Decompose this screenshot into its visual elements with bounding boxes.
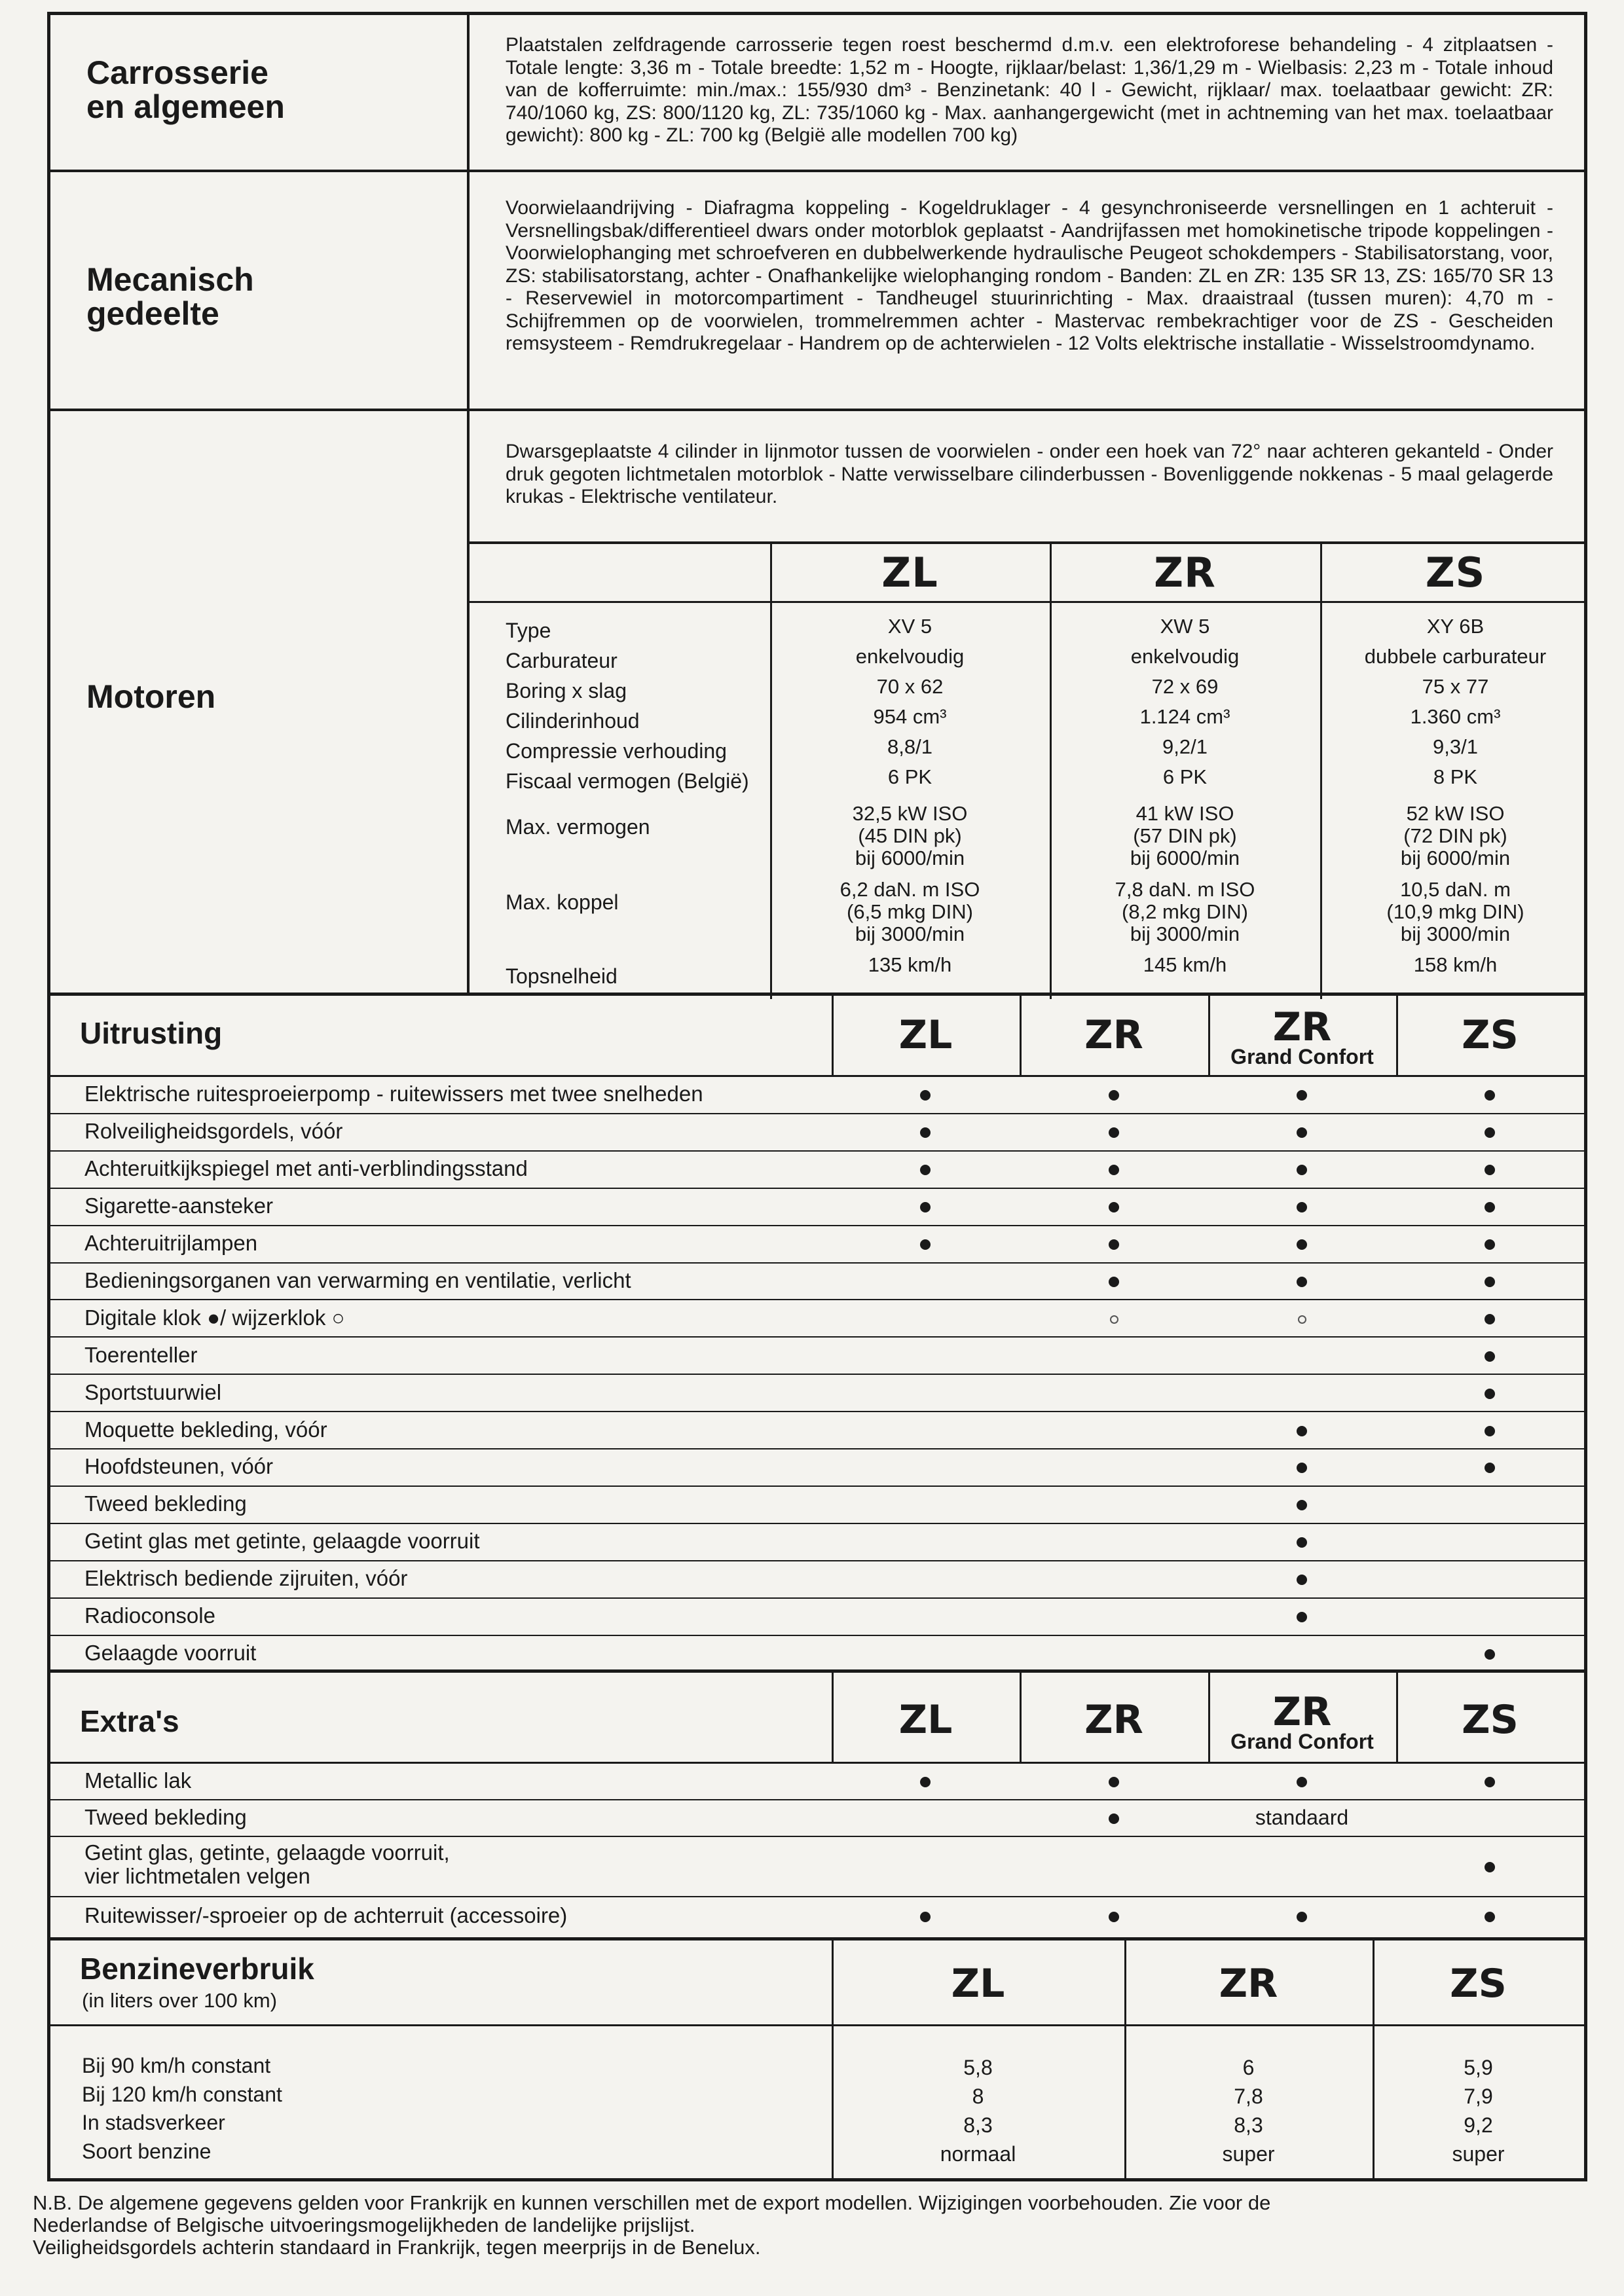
value-line: bij 3000/min (855, 922, 965, 945)
value-line: 9,2/1 (1162, 735, 1208, 758)
row-line (50, 1448, 1584, 1449)
label-line: Achteruitkijkspiegel met anti-verblindingsstand (84, 1156, 528, 1181)
value-line: bij 6000/min (1400, 847, 1511, 869)
model-name: ZR (1272, 1004, 1332, 1050)
section-subtitle: (in liters over 100 km) (82, 1989, 278, 2012)
fuel-values (1124, 2053, 1373, 2168)
motor-spec-value (1320, 954, 1591, 976)
motor-spec-value (1320, 615, 1591, 638)
row-line (50, 1597, 1584, 1599)
motor-spec-label: Boring x slag (506, 679, 627, 702)
model-name: ZR (1084, 1697, 1143, 1743)
row-line (50, 1560, 1584, 1561)
filled-dot-icon (920, 1165, 931, 1175)
model-header-zl: ZL (951, 1961, 1005, 2007)
fuel-label: In stadsverkeer (82, 2111, 225, 2134)
table-row-label (84, 1806, 247, 1829)
filled-dot-icon (1297, 1239, 1307, 1250)
footnote-line: Veiligheidsgordels achterin standaard in Frankrijk, tegen meerprijs in de Benelux. (33, 2236, 761, 2259)
extras-table (47, 1673, 1587, 1941)
model-name: ZL (898, 1697, 953, 1743)
filled-dot-icon (1485, 1090, 1495, 1101)
model-name: ZS (1462, 1697, 1519, 1743)
label-line: Ruitewisser/-sproeier op de achterruit (accessoire) (84, 1903, 568, 1927)
table-row-label (84, 1418, 327, 1442)
row-line (50, 1411, 1584, 1412)
model-name: ZR (1272, 1689, 1332, 1735)
row-line (50, 1225, 1584, 1226)
model-header (1396, 1697, 1584, 1743)
value-line: 70 x 62 (876, 675, 944, 698)
filled-dot-icon (920, 1202, 931, 1212)
motor-spec-label: Cilinderinhoud (506, 709, 640, 733)
row-line (50, 1896, 1584, 1897)
filled-dot-icon (1109, 1127, 1119, 1138)
motor-spec-value (1050, 954, 1320, 976)
motor-spec-value (770, 706, 1050, 728)
table-row-label (84, 1231, 257, 1255)
motor-spec-label: Type (506, 619, 551, 642)
fuel-value: 7,8 (1234, 2085, 1263, 2108)
model-header (1208, 1689, 1396, 1753)
footnote-line: Nederlandse of Belgische uitvoeringsmogelijkheden de landelijke prijslijst. (33, 2214, 695, 2236)
table-row-label (84, 1343, 197, 1367)
spec-frame (47, 12, 1587, 996)
filled-dot-icon (1109, 1813, 1119, 1824)
filled-dot-icon (1297, 1500, 1307, 1510)
row-line (50, 1635, 1584, 1636)
motor-spec-value (1050, 676, 1320, 698)
label-line: Hoofdsteunen, vóór (84, 1454, 274, 1479)
section-title (86, 263, 254, 331)
motor-spec-value (770, 676, 1050, 698)
hollow-dot-icon (1298, 1315, 1306, 1324)
value-line: 135 km/h (868, 953, 952, 976)
section-text: Voorwielaandrijving - Diafragma koppeling - Kogeldruklager - 4 gesynchroniseerde versnellingen en 1 achteruit - Versnellingsbak/differentieel dwars onder motorblok geplaatst - Aandrijfassen met homokinetische tripode koppelingen - Voorwielophanging met schroefveren en dubbelwerkende hydraulische Peugeot schokdempers - Stabilisatorstang, voor, ZS: stabilisatorstang, achter - Onafhankelijke wielophanging rondom - Banden: ZL en ZR: 135 SR 13, ZS: 165/70 SR 13 - Reservewiel in motorcompartiment - Tandheugel stuurinrichting - Max. draaistraal (tussen muren): 4,70 m - Schijfremmen op de voorwielen, trommelremmen achter - Mastervac rembekrachtiger voor de ZS - Gescheiden remsysteem - Remdrukregelaar - Handrem op de achterwielen - 12 Volts elektrische installatie - Wisselstroomdynamo. (506, 197, 1553, 354)
motor-spec-label: Topsnelheid (506, 964, 618, 988)
fuel-label: Soort benzine (82, 2139, 212, 2163)
motor-spec-label: Carburateur (506, 649, 618, 672)
fuel-values (832, 2053, 1124, 2168)
filled-dot-icon (920, 1912, 931, 1922)
motor-spec-value (1320, 803, 1591, 869)
motor-spec-value (1050, 879, 1320, 945)
value-line: (57 DIN pk) (1133, 824, 1237, 847)
section-title: Uitrusting (80, 1016, 223, 1050)
filled-dot-icon (1485, 1127, 1495, 1138)
filled-dot-icon (1485, 1912, 1495, 1922)
model-header (832, 1012, 1020, 1058)
title-line: Carrosserie (86, 54, 268, 91)
row-line (50, 1485, 1584, 1487)
filled-dot-icon (1297, 1127, 1307, 1138)
header-line (50, 1075, 1584, 1077)
filled-dot-icon (1109, 1277, 1119, 1287)
row-line (50, 1113, 1584, 1114)
motor-spec-label: Max. koppel (506, 890, 619, 914)
table-row-label (84, 1120, 342, 1143)
label-line: Toerenteller (84, 1342, 198, 1367)
label-line: Rolveiligheidsgordels, vóór (84, 1119, 343, 1144)
row-line (50, 1374, 1584, 1375)
filled-dot-icon (920, 1090, 931, 1101)
value-line: 145 km/h (1143, 953, 1227, 976)
value-line: dubbele carburateur (1364, 645, 1547, 668)
value-line: 6 PK (1162, 765, 1208, 788)
value-line: 9,3/1 (1433, 735, 1478, 758)
label-line: Radioconsole (84, 1603, 215, 1628)
value-line: bij 6000/min (1130, 847, 1240, 869)
motor-spec-value (1050, 766, 1320, 788)
model-header (1020, 1697, 1208, 1743)
row-line (50, 1336, 1584, 1338)
value-line: bij 3000/min (1400, 922, 1511, 945)
filled-dot-icon (1297, 1463, 1307, 1473)
value-line: enkelvoudig (855, 645, 965, 668)
section-title (86, 56, 285, 124)
filled-dot-icon (1485, 1862, 1495, 1872)
title-line: gedeelte (86, 295, 219, 332)
motor-spec-value (770, 803, 1050, 869)
row-line (50, 1299, 1584, 1300)
row-line (50, 1523, 1584, 1524)
model-name: ZR (1084, 1012, 1143, 1058)
model-header-zs: ZS (1450, 1961, 1507, 2007)
filled-dot-icon (1485, 1239, 1495, 1250)
footnote (33, 2192, 1591, 2259)
model-header-zl: ZL (881, 549, 938, 596)
filled-dot-icon (920, 1777, 931, 1787)
table-row-label (84, 1455, 273, 1478)
value-line: 6 PK (887, 765, 932, 788)
value-line: 72 x 69 (1151, 675, 1219, 698)
title-line: Mecanisch (86, 261, 254, 298)
filled-dot-icon (1297, 1537, 1307, 1548)
label-line: Sportstuurwiel (84, 1379, 222, 1404)
value-line: (45 DIN pk) (858, 824, 962, 847)
label-line: Bedieningsorganen van verwarming en ventilatie, verlicht (84, 1267, 631, 1292)
section-title: Extra's (80, 1704, 179, 1738)
filled-dot-icon (1109, 1777, 1119, 1787)
row-line (50, 1188, 1584, 1189)
motor-spec-value (1320, 736, 1591, 758)
motor-spec-value (770, 615, 1050, 638)
value-line: 32,5 kW ISO (852, 802, 968, 825)
motor-table-top (467, 541, 1584, 544)
title-line: en algemeen (86, 88, 285, 125)
label-line: Getint glas, getinte, gelaagde voorruit, (84, 1840, 450, 1865)
label-line: Moquette bekleding, vóór (84, 1417, 327, 1442)
value-line: (6,5 mkg DIN) (847, 900, 973, 923)
value-line: 75 x 77 (1422, 675, 1489, 698)
fuel-value: normaal (940, 2142, 1016, 2166)
label-line: Digitale klok ●/ wijzerklok ○ (84, 1305, 345, 1330)
motor-spec-value (1320, 646, 1591, 668)
value-line: 41 kW ISO (1135, 802, 1234, 825)
fuel-value: 8,3 (1234, 2113, 1263, 2137)
filled-dot-icon (1109, 1165, 1119, 1175)
model-name: ZL (898, 1012, 953, 1058)
label-line: Tweed bekleding (84, 1805, 247, 1829)
motor-spec-label: Fiscaal vermogen (België) (506, 769, 749, 793)
value-line: (10,9 mkg DIN) (1386, 900, 1524, 923)
footnote-line: N.B. De algemene gegevens gelden voor Frankrijk en kunnen verschillen met de export modellen. Wijzigingen voorbehouden. Zie voor de (33, 2191, 1271, 2214)
value-line: 52 kW ISO (1406, 802, 1505, 825)
motor-spec-value (1320, 676, 1591, 698)
motor-spec-value (1320, 879, 1591, 945)
motor-spec-value (770, 736, 1050, 758)
table-row-label (84, 1904, 567, 1927)
fuel-labels (82, 2052, 282, 2166)
row-line (50, 1150, 1584, 1152)
motor-spec-value (1320, 706, 1591, 728)
model-header (1020, 1012, 1208, 1058)
model-subname: Grand Confort (1230, 1045, 1374, 1068)
table-row-label (84, 1381, 221, 1404)
fuel-value: super (1222, 2142, 1275, 2166)
value-line: bij 6000/min (855, 847, 965, 869)
table-row-label (84, 1157, 528, 1180)
section-text: Dwarsgeplaatste 4 cilinder in lijnmotor tussen de voorwielen - onder een hoek van 72° naar achteren gekanteld - Onder druk gegoten lichtmetalen motorblok - Natte verwisselbare cilinderbussen - Bovenliggende nokkenas - 5 maal gelagerde krukas - Elektrische ventilateur. (506, 441, 1553, 507)
filled-dot-icon (1297, 1090, 1307, 1101)
row-line (50, 1836, 1584, 1837)
filled-dot-icon (1297, 1426, 1307, 1436)
model-header-zs: ZS (1425, 549, 1486, 596)
fuel-value: 8,3 (963, 2113, 993, 2137)
section-carrosserie (50, 15, 1584, 172)
filled-dot-icon (1109, 1090, 1119, 1101)
value-line: XV 5 (887, 615, 932, 638)
value-line: 8 PK (1433, 765, 1478, 788)
filled-dot-icon (1485, 1463, 1495, 1473)
motor-spec-label: Max. vermogen (506, 815, 650, 839)
table-row-label (84, 1269, 631, 1292)
motor-spec-value (770, 766, 1050, 788)
filled-dot-icon (1109, 1202, 1119, 1212)
model-header-zr: ZR (1154, 549, 1216, 596)
filled-dot-icon (1485, 1777, 1495, 1787)
filled-dot-icon (1109, 1239, 1119, 1250)
filled-dot-icon (1485, 1426, 1495, 1436)
fuel-value: super (1452, 2142, 1505, 2166)
label-line: Metallic lak (84, 1768, 192, 1793)
filled-dot-icon (1485, 1277, 1495, 1287)
header-line (50, 1762, 1584, 1764)
value-line: 10,5 daN. m (1400, 878, 1511, 901)
filled-dot-icon (1485, 1351, 1495, 1362)
section-text: Plaatstalen zelfdragende carrosserie tegen roest beschermd d.m.v. een elektroforese behandeling - 4 zitplaatsen - Totale lengte: 3,36 m - Totale breedte: 1,52 m - Hoogte, rijklaar/belast: 1,36/1,29 m - Wielbasis: 2,23 m - Totale inhoud van de kofferruimte: min./max.: 155/930 dm³ - Benzinetank: 40 l - Gewicht, rijklaar/ max. toelaatbaar gewicht: ZR: 740/1060 kg, ZS: 800/1120 kg, ZL: 735/1060 kg - Max. aanhangergewicht (met in achtneming van het max. toelaatbaar gewicht): 800 kg - ZL: 700 kg (België alle modellen 700 kg) (506, 34, 1553, 146)
label-line: Elektrische ruitesproeierpomp - ruitewissers met twee snelheden (84, 1082, 703, 1106)
fuel-values (1373, 2053, 1584, 2168)
table-row-label (84, 1604, 215, 1628)
filled-dot-icon (1485, 1389, 1495, 1399)
motor-table-head-line (467, 601, 1584, 603)
fuel-label: Bij 120 km/h constant (82, 2082, 282, 2106)
filled-dot-icon (1485, 1314, 1495, 1324)
fuel-value: 6 (1242, 2056, 1255, 2079)
motor-spec-value (1050, 646, 1320, 668)
value-line: 954 cm³ (873, 705, 947, 728)
value-line: 1.360 cm³ (1410, 705, 1501, 728)
filled-dot-icon (1297, 1277, 1307, 1287)
value-line: XW 5 (1160, 615, 1210, 638)
value-line: enkelvoudig (1130, 645, 1240, 668)
filled-dot-icon (1297, 1202, 1307, 1212)
table-row-label (84, 1567, 407, 1590)
motor-spec-label: Compressie verhouding (506, 739, 727, 763)
filled-dot-icon (1297, 1912, 1307, 1922)
fuel-value: 5,9 (1464, 2056, 1493, 2079)
table-row-label (84, 1306, 344, 1330)
motor-spec-value (770, 879, 1050, 945)
filled-dot-icon (1485, 1165, 1495, 1175)
motor-spec-value (1050, 803, 1320, 869)
motor-spec-value (770, 646, 1050, 668)
value-line: bij 3000/min (1130, 922, 1240, 945)
fuel-value: 9,2 (1464, 2113, 1493, 2137)
uitrusting-table (47, 996, 1587, 1673)
table-row-label (84, 1529, 480, 1553)
filled-dot-icon (1297, 1777, 1307, 1787)
model-header (832, 1697, 1020, 1743)
label-line: Sigarette-aansteker (84, 1194, 273, 1218)
value-line: 1.124 cm³ (1139, 705, 1230, 728)
label-line: Achteruitrijlampen (84, 1231, 258, 1256)
table-row-label (84, 1492, 247, 1516)
table-cell-text: standaard (1255, 1806, 1349, 1829)
row-line (50, 1799, 1584, 1800)
table-row-label (84, 1769, 191, 1793)
filled-dot-icon (1297, 1575, 1307, 1585)
filled-dot-icon (920, 1239, 931, 1250)
model-header (1208, 1004, 1396, 1068)
filled-dot-icon (1109, 1912, 1119, 1922)
benzine-table (47, 1941, 1587, 2181)
table-row-label (84, 1194, 273, 1218)
fuel-value: 8 (972, 2085, 984, 2108)
label-line: vier lichtmetalen velgen (84, 1864, 310, 1888)
label-line: Tweed bekleding (84, 1491, 247, 1516)
motor-spec-value (1320, 766, 1591, 788)
fuel-value: 5,8 (963, 2056, 993, 2079)
value-line: 158 km/h (1413, 953, 1498, 976)
filled-dot-icon (1297, 1165, 1307, 1175)
motor-spec-value (1050, 706, 1320, 728)
model-name: ZS (1462, 1012, 1519, 1058)
motor-spec-value (1050, 736, 1320, 758)
filled-dot-icon (1297, 1612, 1307, 1622)
filled-dot-icon (1485, 1202, 1495, 1212)
value-line: 7,8 daN. m ISO (1115, 878, 1255, 901)
fuel-value: 7,9 (1464, 2085, 1493, 2108)
label-line: Gelaagde voorruit (84, 1640, 257, 1665)
value-line: 8,8/1 (887, 735, 932, 758)
label-line: Getint glas met getinte, gelaagde voorruit (84, 1529, 480, 1554)
header-line (50, 2024, 1584, 2026)
value-line: 6,2 daN. m ISO (840, 878, 980, 901)
section-title: Benzineverbruik (80, 1952, 314, 1986)
filled-dot-icon (1485, 1649, 1495, 1660)
label-line: Elektrisch bediende zijruiten, vóór (84, 1566, 408, 1591)
table-row-label (84, 1841, 450, 1888)
table-row-label (84, 1641, 256, 1665)
section-title: Motoren (86, 678, 216, 715)
fuel-label: Bij 90 km/h constant (82, 2054, 271, 2077)
table-row-label (84, 1082, 703, 1106)
hollow-dot-icon (1110, 1315, 1118, 1324)
filled-dot-icon (920, 1127, 931, 1138)
model-header-zr: ZR (1219, 1961, 1278, 2007)
value-line: (8,2 mkg DIN) (1122, 900, 1248, 923)
value-line: (72 DIN pk) (1403, 824, 1507, 847)
model-subname: Grand Confort (1230, 1730, 1374, 1753)
section-mecanisch (50, 172, 1584, 411)
section-motoren (50, 411, 1584, 999)
row-line (50, 1262, 1584, 1264)
motor-spec-value (1050, 615, 1320, 638)
model-header (1396, 1012, 1584, 1058)
motor-spec-value (770, 954, 1050, 976)
value-line: XY 6B (1426, 615, 1485, 638)
